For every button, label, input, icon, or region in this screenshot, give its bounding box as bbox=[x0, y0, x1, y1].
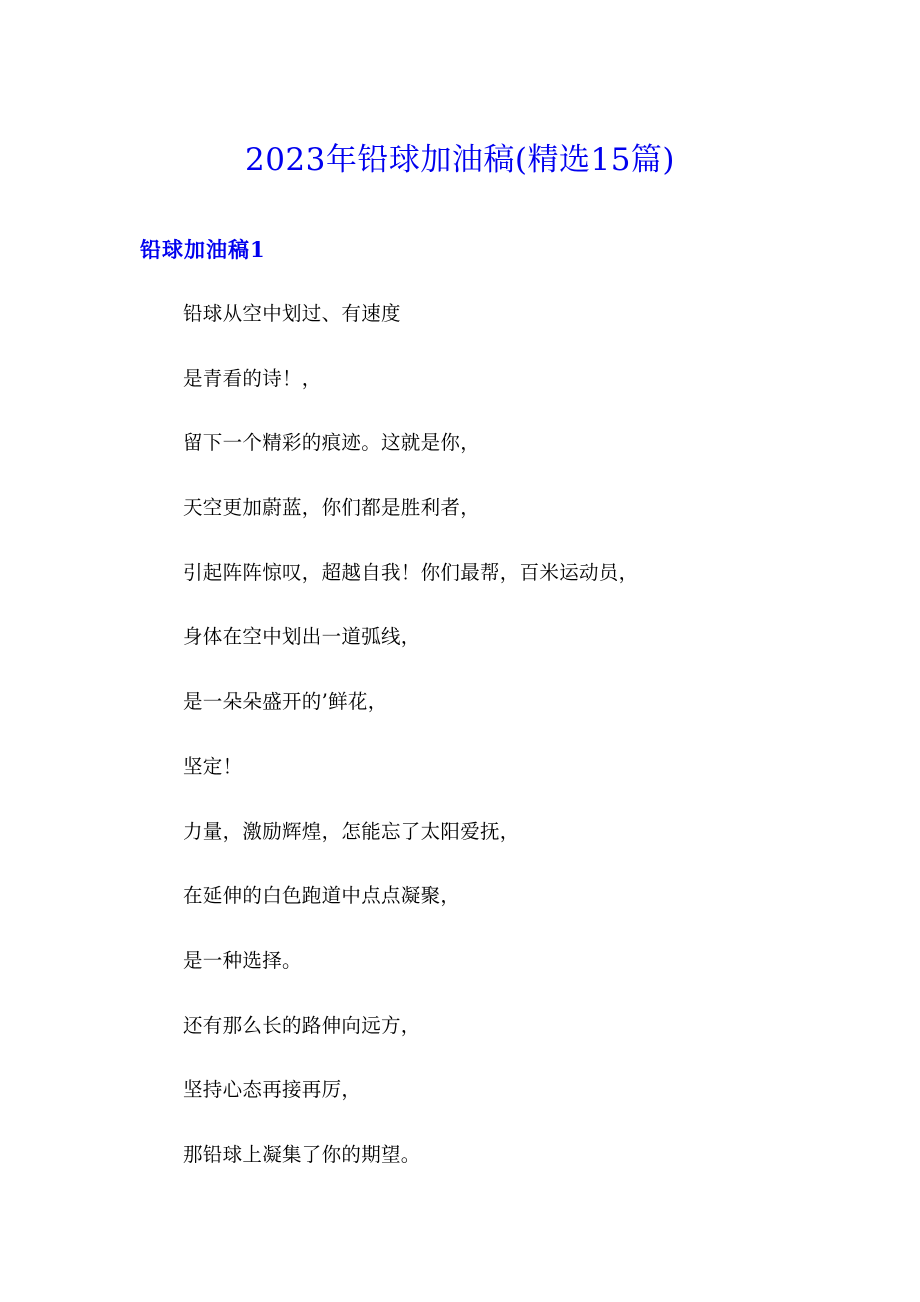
poem-line: 天空更加蔚蓝，你们都是胜利者， bbox=[183, 496, 481, 520]
poem-line: 在延伸的白色跑道中点点凝聚， bbox=[183, 884, 461, 908]
section-heading: 铅球加油稿1 bbox=[140, 237, 266, 262]
poem-line: 是一朵朵盛开的’鲜花， bbox=[183, 690, 388, 714]
document-title: 2023年铅球加油稿(精选15篇) bbox=[244, 142, 676, 178]
poem-line: 身体在空中划出一道弧线， bbox=[183, 625, 421, 649]
poem-line: 坚持心态再接再厉， bbox=[183, 1078, 362, 1102]
poem-line: 铅球从空中划过、有速度 bbox=[183, 302, 401, 325]
poem-line: 是青看的诗！， bbox=[183, 366, 322, 390]
poem-line: 坚定！ bbox=[183, 754, 243, 778]
poem-line: 还有那么长的路伸向远方， bbox=[183, 1013, 421, 1037]
poem-line: 力量，激励辉煌，怎能忘了太阳爱抚， bbox=[183, 819, 520, 843]
poem-lines bbox=[183, 298, 638, 1204]
poem-line: 那铅球上凝集了你的期望。 bbox=[183, 1142, 421, 1166]
poem-line: 留下一个精彩的痕迹。这就是你， bbox=[183, 431, 481, 455]
poem-line: 引起阵阵惊叹，超越自我！你们最帮，百米运动员， bbox=[183, 560, 639, 584]
poem-line: 是一种选择。 bbox=[183, 948, 302, 972]
